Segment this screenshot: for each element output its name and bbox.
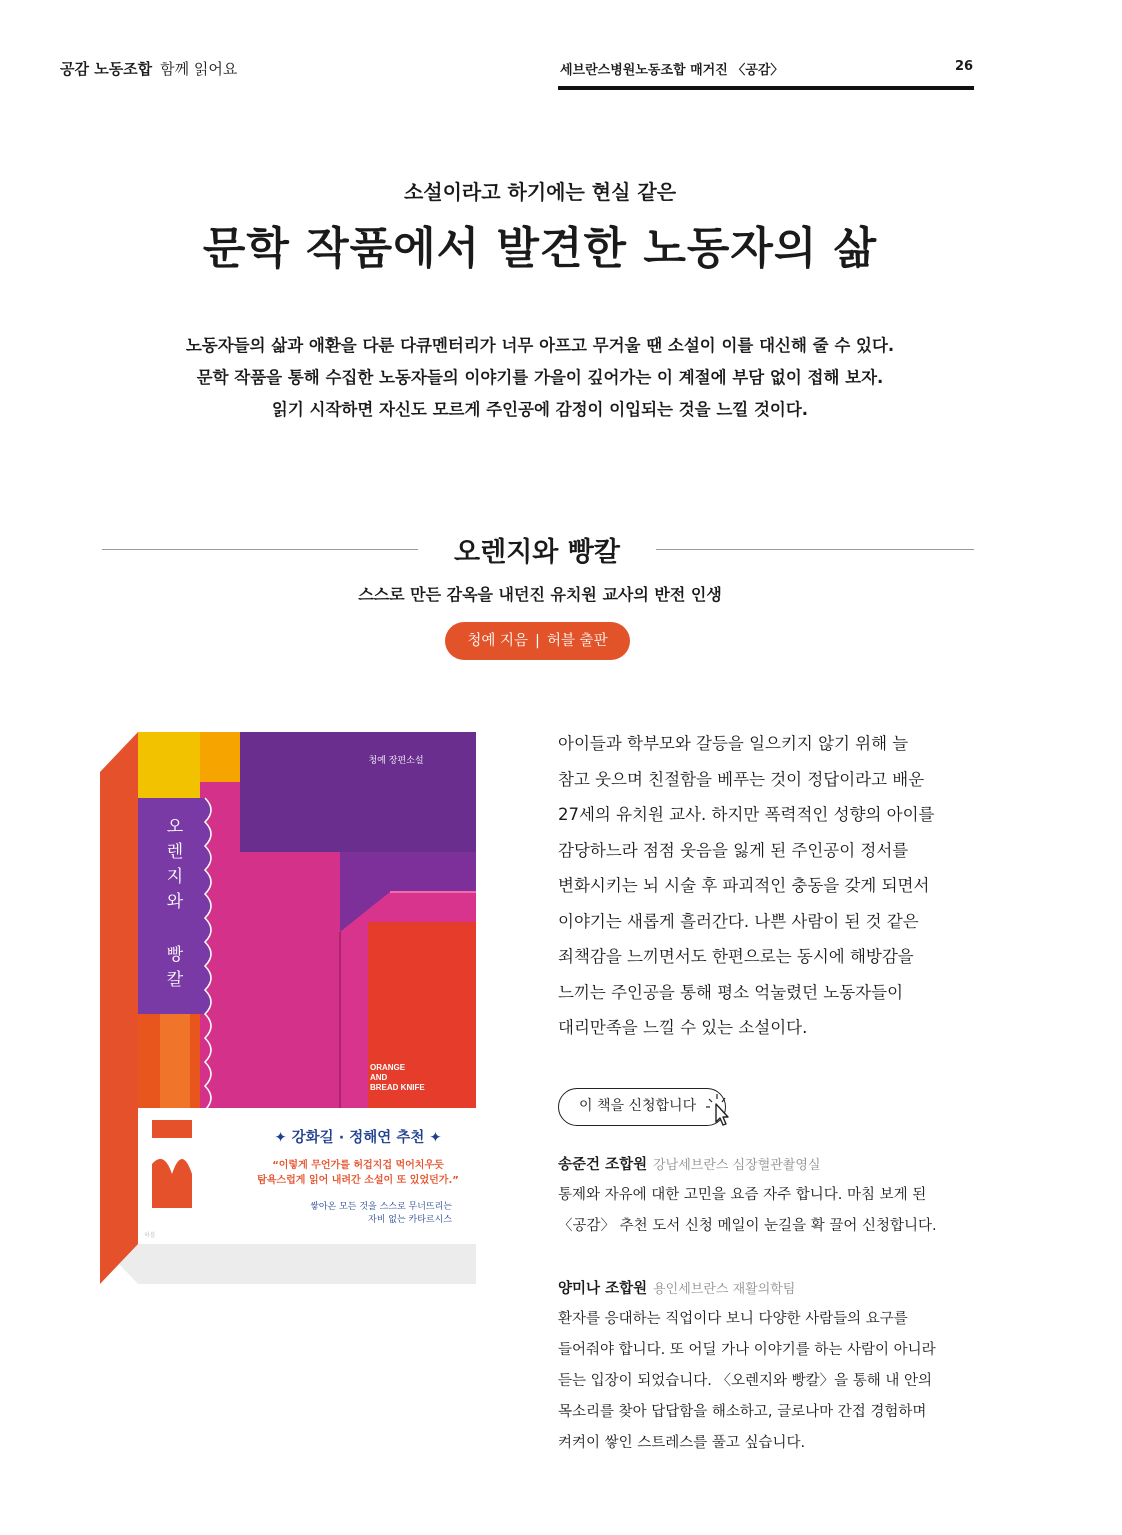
book-publisher: 허블 출판 — [546, 633, 608, 649]
article-title: 문학 작품에서 발견한 노동자의 삶 — [202, 223, 878, 274]
intro-line: 문학 작품을 통해 수집한 노동자들의 이야기를 가을이 깊어가는 이 계절에 부담 없이 접해 보자. — [196, 368, 884, 387]
cover-spine — [100, 732, 138, 1284]
book-cover — [100, 732, 476, 1284]
cover-vertical-title — [167, 817, 184, 990]
author-publisher-badge — [445, 622, 630, 660]
section-divider-right — [656, 549, 974, 550]
book-tagline: 스스로 만든 감옥을 내던진 유치원 교사의 반전 인생 — [358, 585, 722, 604]
cover-blurb-line: 자비 없는 카타르시스 — [368, 1215, 452, 1225]
section-divider-left — [102, 549, 418, 550]
intro-line: 읽기 시작하면 자신도 모르게 주인공에 감정이 이입되는 것을 느낄 것이다. — [271, 400, 809, 419]
section-label — [60, 58, 237, 79]
cover-title-char: 지 — [166, 867, 184, 887]
apply-book-button[interactable]: 이 책을 신청합니다 — [558, 1088, 726, 1126]
article-subtitle: 소설이라고 하기에는 현실 같은 — [403, 180, 677, 204]
reviewer-dept: 용인세브란스 재활의학팀 — [653, 1282, 796, 1297]
magazine-name: 세브란스병원노동조합 매거진 〈공감〉 — [560, 63, 784, 78]
cover-title-char: 렌 — [166, 842, 184, 862]
cover-blurb-line: 쌓아온 모든 것을 스스로 무너뜨리는 — [310, 1202, 452, 1212]
book-author: 청예 지음 — [467, 633, 529, 649]
cover-quote-line: “이렇게 무언가를 허겁지겁 먹어치우듯 — [272, 1160, 444, 1171]
review — [558, 1153, 978, 1242]
article-intro — [0, 330, 1080, 426]
section-label-bold: 공감 노동조합 — [60, 60, 153, 78]
review-header — [558, 1153, 978, 1174]
cover-title-char: 와 — [166, 892, 184, 912]
review-text: 통제와 자유에 대한 고민을 요즘 자주 합니다. 마침 보게 된 〈공감〉 추천 도서 신청 메일이 눈길을 확 끌어 신청합니다. — [558, 1187, 937, 1234]
book-title: 오렌지와 빵칼 — [454, 537, 620, 568]
section-label-rest: 함께 읽어요 — [160, 60, 238, 78]
reviewer-dept: 강남세브란스 심장혈관촬영실 — [653, 1158, 821, 1173]
pointer-cursor-icon — [706, 1092, 740, 1130]
intro-line: 노동자들의 삶과 애환을 다룬 다큐멘터리가 너무 아프고 무거울 땐 소설이 이를 대신해 줄 수 있다. — [185, 336, 895, 355]
book-description: 아이들과 학부모와 갈등을 일으키지 않기 위해 늘 참고 웃으며 친절함을 베푸는 것이 정답이라고 배운 27세의 유치원 교사. 하지만 폭력적인 성향의 아이를 감당하느라 점점 웃음을 잃게 된 주인공이 정서를 변화시키는 뇌 시술 후 파괴적인 충동을 갖게 되면서 이야기는 새롭게 흘러간다. 나쁜 사람이 된 것 같은 죄책감을 느끼면서도 한편으로는 동시에 해방감을 느끼는 주인공을 통해 평소 억눌렸던 노동자들이 대리만족을 느낄 수 있는 소설이다. — [558, 734, 935, 1037]
review — [558, 1277, 978, 1459]
cover-title-char: 빵 — [166, 945, 184, 965]
review-header — [558, 1277, 978, 1298]
badge-separator: | — [535, 633, 540, 649]
svg-text:ORANGE: ORANGE — [370, 1063, 406, 1072]
page-number: 26 — [955, 59, 974, 74]
cover-title-char: 오 — [166, 817, 184, 837]
header-rule — [558, 86, 974, 90]
review-text: 환자를 응대하는 직업이다 보니 다양한 사람들의 요구를 들어줘야 합니다. 또 어딜 가나 이야기를 하는 사람이 아니라 듣는 입장이 되었습니다. 〈오렌지와 빵칼〉을 통해 내 안의 목소리를 찾아 답답함을 해소하고, 글로나마 간접 경험하며 켜켜이 쌓인 스트레스를 풀고 싶습니다. — [558, 1311, 936, 1451]
cover-quote-line: 탐욕스럽게 읽어 내려간 소설이 또 있었던가.” — [257, 1175, 459, 1186]
reviewer-name: 양미나 조합원 — [558, 1281, 648, 1297]
cover-shadow — [100, 1244, 476, 1284]
book-cover-illustration — [100, 732, 476, 1284]
cover-publisher-mark: 허블 — [144, 1232, 156, 1239]
svg-text:BREAD KNIFE: BREAD KNIFE — [370, 1083, 425, 1092]
svg-text:AND: AND — [370, 1073, 388, 1082]
cover-recommend: ✦ 강화길 · 정해연 추천 ✦ — [274, 1130, 442, 1146]
reviewer-name: 송준건 조합원 — [558, 1157, 648, 1173]
cover-top-label: 청예 장편소설 — [368, 756, 424, 766]
cover-title-char: 칼 — [166, 970, 184, 990]
